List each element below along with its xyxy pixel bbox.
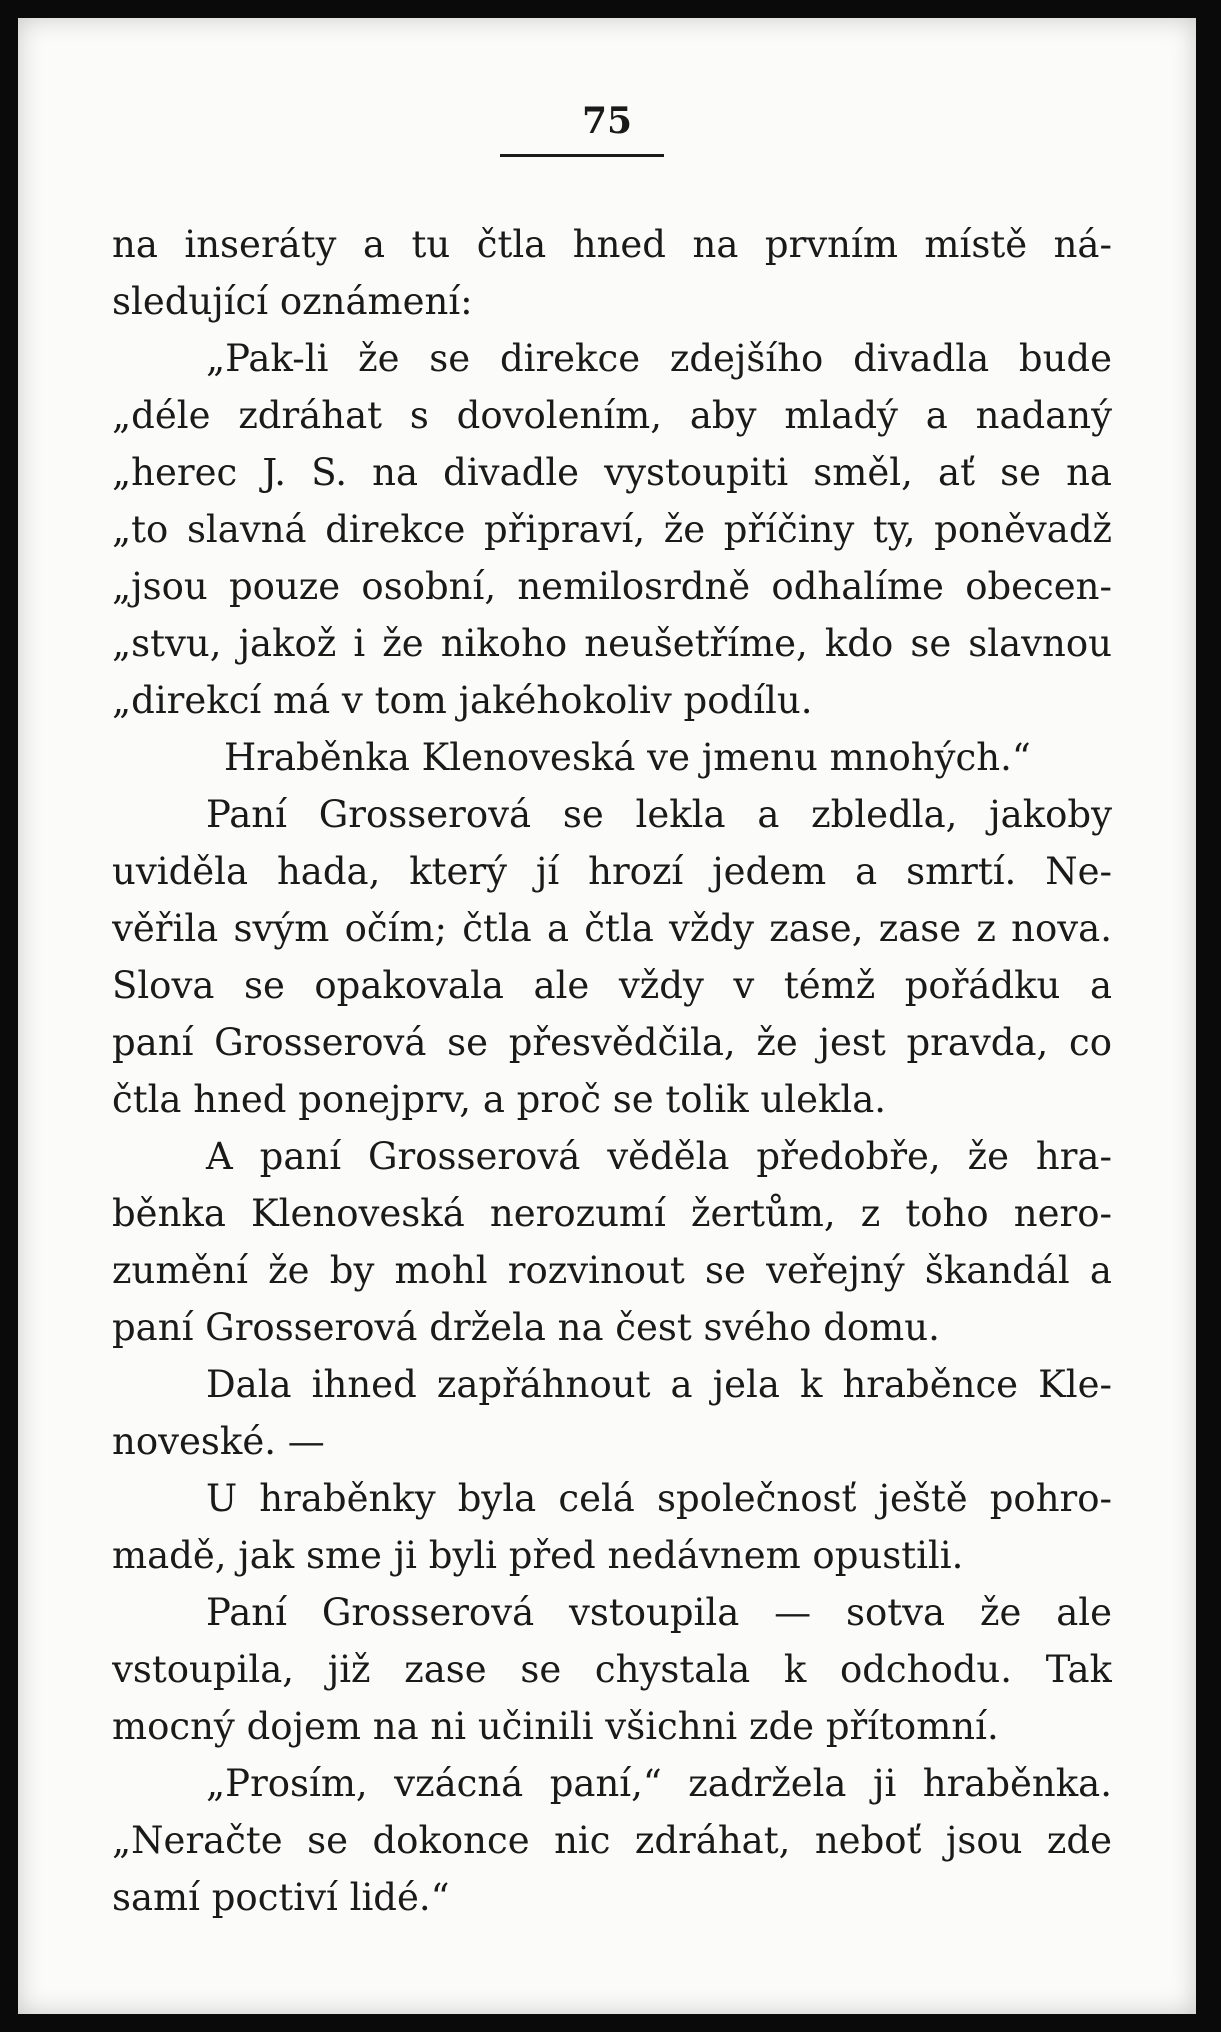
text-line: sledující oznámení: (112, 280, 473, 323)
text-line: „jsou pouze osobní, nemilosrdně odhalíme obecen- (112, 565, 1112, 608)
text-line: U hraběnky byla celá společnosť ještě pohro- (206, 1477, 1112, 1520)
text-line: A paní Grosserová věděla předobře, že hra- (206, 1135, 1112, 1178)
text-line: „Neračte se dokonce nic zdráhat, neboť jsou zde (112, 1819, 1112, 1862)
text-line: paní Grosserová držela na čest svého domu. (112, 1306, 940, 1349)
text-line: věřila svým očím; čtla a čtla vždy zase, zase z nova. (112, 907, 1112, 950)
text-line: madě, jak sme ji byli před nedávnem opustili. (112, 1534, 964, 1577)
text-line: uviděla hada, který jí hrozí jedem a smrtí. Ne- (112, 850, 1112, 893)
text-line: samí poctiví lidé.“ (112, 1876, 450, 1919)
text-line: Hraběnka Klenoveská ve jmenu mnohých.“ (224, 736, 1031, 779)
text-line: zumění že by mohl rozvinout se veřejný škandál a (112, 1249, 1112, 1292)
text-line: Slova se opakovala ale vždy v témž pořádku a (112, 964, 1112, 1007)
text-line: Paní Grosserová se lekla a zbledla, jakoby (206, 793, 1112, 836)
text-line: „to slavná direkce připraví, že příčiny ty, poněvadž (112, 508, 1112, 551)
text-line: „direkcí má v tom jakéhokoliv podílu. (112, 679, 813, 722)
text-line: čtla hned ponejprv, a proč se tolik ulekla. (112, 1078, 887, 1121)
text-line: „déle zdráhat s dovolením, aby mladý a nadaný (112, 394, 1112, 437)
page-number: 75 (581, 100, 633, 142)
text-line: „stvu, jakož i že nikoho neušetříme, kdo se slavnou (112, 622, 1112, 665)
text-line: noveské. — (112, 1420, 325, 1463)
page-number-rule (500, 154, 664, 157)
text-line: „Prosím, vzácná paní,“ zadržela ji hraběnka. (206, 1762, 1112, 1805)
text-line: vstoupila, již zase se chystala k odchodu. Tak (112, 1648, 1112, 1691)
text-line: paní Grosserová se přesvědčila, že jest pravda, co (112, 1021, 1112, 1064)
text-line: mocný dojem na ni učinili všichni zde přítomní. (112, 1705, 999, 1748)
body-text (112, 216, 1112, 1926)
book-page (18, 18, 1196, 2014)
text-line: běnka Klenoveská nerozumí žertům, z toho nero- (112, 1192, 1112, 1235)
text-line: „herec J. S. na divadle vystoupiti směl, ať se na (112, 451, 1112, 494)
text-line: Dala ihned zapřáhnout a jela k hraběnce Kle- (206, 1363, 1112, 1406)
text-line: na inseráty a tu čtla hned na prvním místě ná- (112, 223, 1112, 266)
text-line: „Pak-li že se direkce zdejšího divadla bude (206, 337, 1112, 380)
text-line: Paní Grosserová vstoupila — sotva že ale (206, 1591, 1112, 1634)
